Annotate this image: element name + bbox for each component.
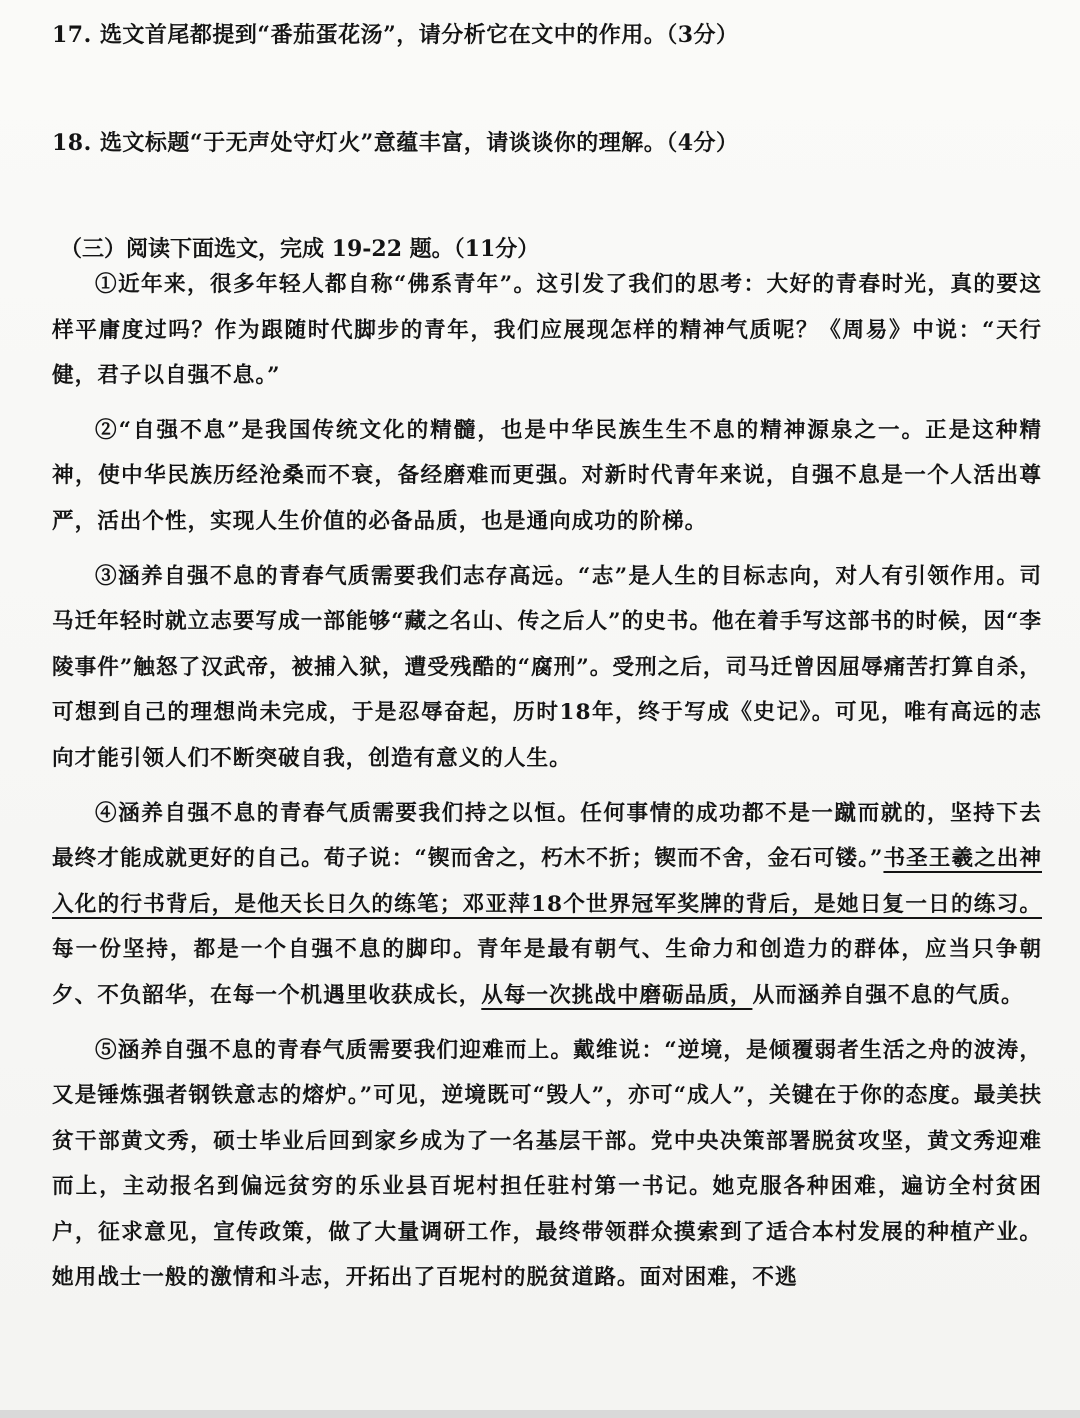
underlined-phrase: 从每一次挑战中磨砺品质， [481,982,753,1008]
reading-passage [52,262,1042,1310]
paragraph-4-text-2: 每一份坚持，都是一个自强不息的脚印。青年是最有朝气、生命力和创造力的群体，应当只争朝夕、不负韶华，在每一个机遇里收获成长， [52,937,1042,1008]
section-heading: （三）阅读下面选文，完成 19-22 题。（11分） [60,236,540,262]
paragraph-4-text: ④涵养自强不息的青春气质需要我们持之以恒。任何事情的成功都不是一蹴而就的，坚持下去最终才能成就更好的自己。荀子说：“锲而舍之，朽木不折；锲而不舍，金石可镂。” [52,800,1042,872]
bottom-edge [0,1410,1080,1418]
question-18: 18. 选文标题“于无声处守灯火”意蕴丰富，请谈谈你的理解。（4分） [52,130,739,156]
paragraph-1: ①近年来，很多年轻人都自称“佛系青年”。这引发了我们的思考：大好的青春时光，真的要这样平庸度过吗？作为跟随时代脚步的青年，我们应展现怎样的精神气质呢？《周易》中说：“天行健，君子以自强不息。” [52,272,1042,389]
paragraph-3: ③涵养自强不息的青春气质需要我们志存高远。“志”是人生的目标志向，对人有引领作用。司马迁年轻时就立志要写成一部能够“藏之名山、传之后人”的史书。他在着手写这部书的时候，因“李陵事件”触怒了汉武帝，被捕入狱，遭受残酷的“腐刑”。受刑之后，司马迁曾因屈辱痛苦打算自杀，可想到自己的理想尚未完成，于是忍辱奋起，历时18年，终于写成《史记》。可见，唯有高远的志向才能引领人们不断突破自我，创造有意义的人生。 [52,563,1042,771]
paragraph-4 [52,791,1042,1019]
paragraph-2: ②“自强不息”是我国传统文化的精髓，也是中华民族生生不息的精神源泉之一。正是这种精神，使中华民族历经沧桑而不衰，备经磨难而更强。对新时代青年来说，自强不息是一个人活出尊严，活出个性，实现人生价值的必备品质，也是通向成功的阶梯。 [52,417,1042,534]
paragraph-5: ⑤涵养自强不息的青春气质需要我们迎难而上。戴维说：“逆境，是倾覆弱者生活之舟的波涛，又是锤炼强者钢铁意志的熔炉。”可见，逆境既可“毁人”，亦可“成人”，关键在于你的态度。最美扶贫干部黄文秀，硕士毕业后回到家乡成为了一名基层干部。党中央决策部署脱贫攻坚，黄文秀迎难而上，主动报名到偏远贫穷的乐业县百坭村担任驻村第一书记。她克服各种困难，遍访全村贫困户，征求意见，宣传政策，做了大量调研工作，最终带领群众摸索到了适合本村发展的种植产业。她用战士一般的激情和斗志，开拓出了百坭村的脱贫道路。面对困难，不逃 [52,1037,1042,1291]
underlined-sentence: 书圣王羲之出神入化的行书背后，是他天长日久的练笔；邓亚萍18个世界冠军奖牌的背后，是她日复一日的练习。 [52,846,1042,917]
question-17: 17. 选文首尾都提到“番茄蛋花汤”，请分析它在文中的作用。（3分） [52,22,739,48]
paragraph-4-text-3: 从而涵养自强不息的气质。 [752,982,1024,1008]
